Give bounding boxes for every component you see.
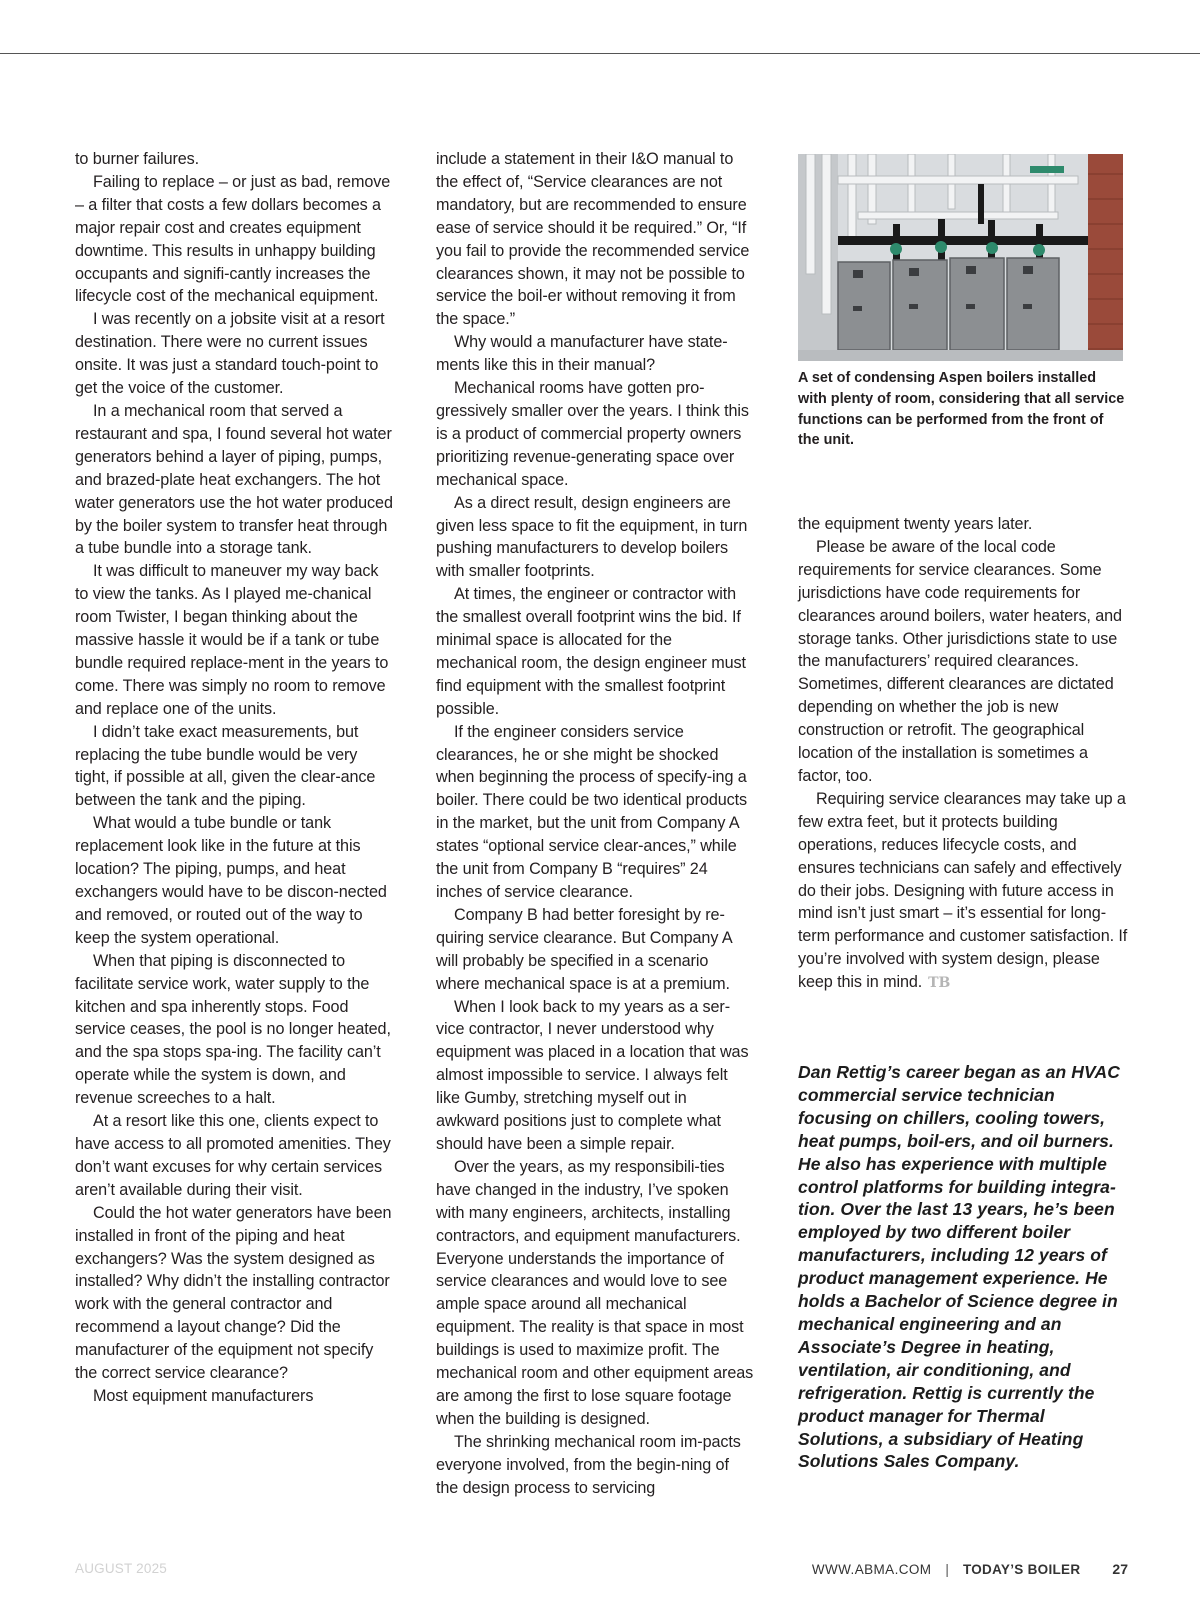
paragraph: Company B had better foresight by re-quiring service clearance. But Company A will probably be specified in a scenario where mechanical space is at a premium. xyxy=(436,905,732,993)
boiler-photo xyxy=(798,154,1123,361)
magazine-name: TODAY’S BOILER xyxy=(962,1561,1081,1577)
paragraph: Most equipment manufacturers xyxy=(93,1386,314,1405)
paragraph: Why would a manufacturer have state-ments like this in their manual? xyxy=(436,333,728,375)
paragraph: Failing to replace – or just as bad, remove – a filter that costs a few dollars becomes a major repair cost and creates equipment downtime. This results in unhappy building occupants and signifi-cantly increases the lifecycle cost of the mechanical equipment. xyxy=(75,172,391,306)
footer-website-link[interactable]: WWW.ABMA.COM xyxy=(811,1561,932,1577)
article-column-1 xyxy=(75,148,393,1408)
header-rule xyxy=(0,53,1200,54)
paragraph-text: Requiring service clearances may take up a few extra feet, but it protects building operations, reduces lifecycle costs, and ensures technicians can safely and effectively do their jobs. Designing with future access in mind isn’t just smart – it’s essential for long-term performance and customer satisfaction. If you’re involved with system design, please keep this in mind. xyxy=(798,789,1128,992)
paragraph: It was difficult to maneuver my way back to view the tanks. As I played me-chanical room Twister, I began thinking about the massive hassle it would be if a tank or tube bundle required replace-ment in the years to come. There was simply no room to remove and replace one of the units. xyxy=(75,562,389,718)
end-mark: TB xyxy=(928,975,951,992)
paragraph: In a mechanical room that served a restaurant and spa, I found several hot water generators behind a layer of piping, pumps, and brazed-plate heat exchangers. The hot water generators use the hot water produced by the boiler system to transfer heat through a tube bundle into a storage tank. xyxy=(75,401,393,558)
photo-caption: A set of condensing Aspen boilers installed with plenty of room, considering that all service functions can be performed from the front of the unit. xyxy=(798,370,1125,449)
paragraph: I didn’t take exact measurements, but replacing the tube bundle would be very tight, if possible at all, given the clear-ance between the tank and the piping. xyxy=(75,722,376,810)
paragraph: As a direct result, design engineers are given less space to fit the equipment, in turn pushing manufacturers to develop boilers with smaller footprints. xyxy=(436,493,748,581)
page-number: 27 xyxy=(1112,1561,1128,1577)
author-bio: Dan Rettig’s career began as an HVAC commercial service technician focusing on chillers, cooling towers, heat pumps, boil-ers, and oil burners. He also has experience with multiple control platforms for building integra-tion. Over the last 13 years, he’s been employed by two different boiler manufacturers, including 12 years of product management experience. He holds a Bachelor of Science degree in mechanical engineering and an Associate’s Degree in heating, ventilation, air conditioning, and refrigeration. Rettig is currently the product manager for Thermal Solutions, a subsidiary of Heating Solutions Sales Company. xyxy=(798,1062,1120,1472)
paragraph: At a resort like this one, clients expect to have access to all promoted amenities. They don’t want excuses for why certain services aren’t available during their visit. xyxy=(75,1112,391,1199)
paragraph: What would a tube bundle or tank replacement look like in the future at this location? The piping, pumps, and heat exchangers would have to be discon-nected and removed, or routed out of the way to keep the system operational. xyxy=(75,814,387,947)
paragraph: When that piping is disconnected to facilitate service work, water supply to the kitchen and spa inherently stops. Food service ceases, the pool is no longer heated, and the spa stops spa-ing. The facility can’t operate while the system is down, and revenue screeches to a halt. xyxy=(75,951,391,1108)
paragraph: the equipment twenty years later. xyxy=(798,515,1033,533)
paragraph: When I look back to my years as a ser-vice contractor, I never understood why equipment was placed in a location that was almost impossible to service. I always felt like Gumby, stretching myself out in awkward positions just to complete what should have been a simple repair. xyxy=(436,997,749,1153)
paragraph: Over the years, as my responsibili-ties have changed in the industry, I’ve spoken with many engineers, architects, installing contractors, and equipment manufacturers. Everyone understands the importance of service clearances and would love to see ample space around all mechanical equipment. The reality is that space in most buildings is used to maximize profit. The mechanical room and other equipment areas are among the first to lose square footage when the building is designed. xyxy=(436,1157,754,1428)
paragraph: Please be aware of the local code requirements for service clearances. Some jurisdictions have code requirements for clearances around boilers, water heaters, and storage tanks. Other jurisdictions state to use the manufacturers’ required clearances. Sometimes, different clearances are dictated depending on whether the job is new construction or retrofit. The geographical location of the installation is sometimes a factor, too. xyxy=(798,537,1122,785)
paragraph: I was recently on a jobsite visit at a resort destination. There were no current issues onsite. It was just a standard touch-point to get the voice of the customer. xyxy=(75,310,385,398)
paragraph: Mechanical rooms have gotten pro-gressively smaller over the years. I think this is a product of commercial property owners prioritizing revenue-generating space over mechanical space. xyxy=(436,379,749,489)
paragraph: include a statement in their I&O manual to the effect of, “Service clearances are not mandatory, but are recommended to ensure ease of service should it be required.” Or, “If you fail to provide the recommended service clearances shown, it may not be possible to service the boil-er without removing it from the space.” xyxy=(436,150,750,329)
footer-date: AUGUST 2025 xyxy=(75,1561,167,1576)
article-column-2 xyxy=(436,148,754,1499)
paragraph: At times, the engineer or contractor with the smallest overall footprint wins the bid. If minimal space is allocated for the mechanical room, the design engineer must find equipment with the smallest footprint possible. xyxy=(436,585,746,718)
paragraph: to burner failures. xyxy=(75,150,200,168)
footer-right xyxy=(812,1561,1128,1577)
paragraph: If the engineer considers service clearances, he or she might be shocked when beginning the process of specify-ing a boiler. There could be two identical products in the market, but the unit from Company A states “optional service clear-ances,” while the unit from Company B “requires” 24 inches of service clearance. xyxy=(436,722,748,901)
paragraph: The shrinking mechanical room im-pacts everyone involved, from the begin-ning of the design process to servicing xyxy=(436,1432,741,1497)
footer-separator: | xyxy=(945,1561,949,1577)
article-column-3 xyxy=(798,513,1128,995)
paragraph xyxy=(798,788,1128,995)
paragraph: Could the hot water generators have been installed in front of the piping and heat exchangers? Was the system designed as installed? Why didn’t the installing contractor work with the general contractor and recommend a layout change? Did the manufacturer of the equipment not specify the correct service clearance? xyxy=(75,1203,392,1383)
